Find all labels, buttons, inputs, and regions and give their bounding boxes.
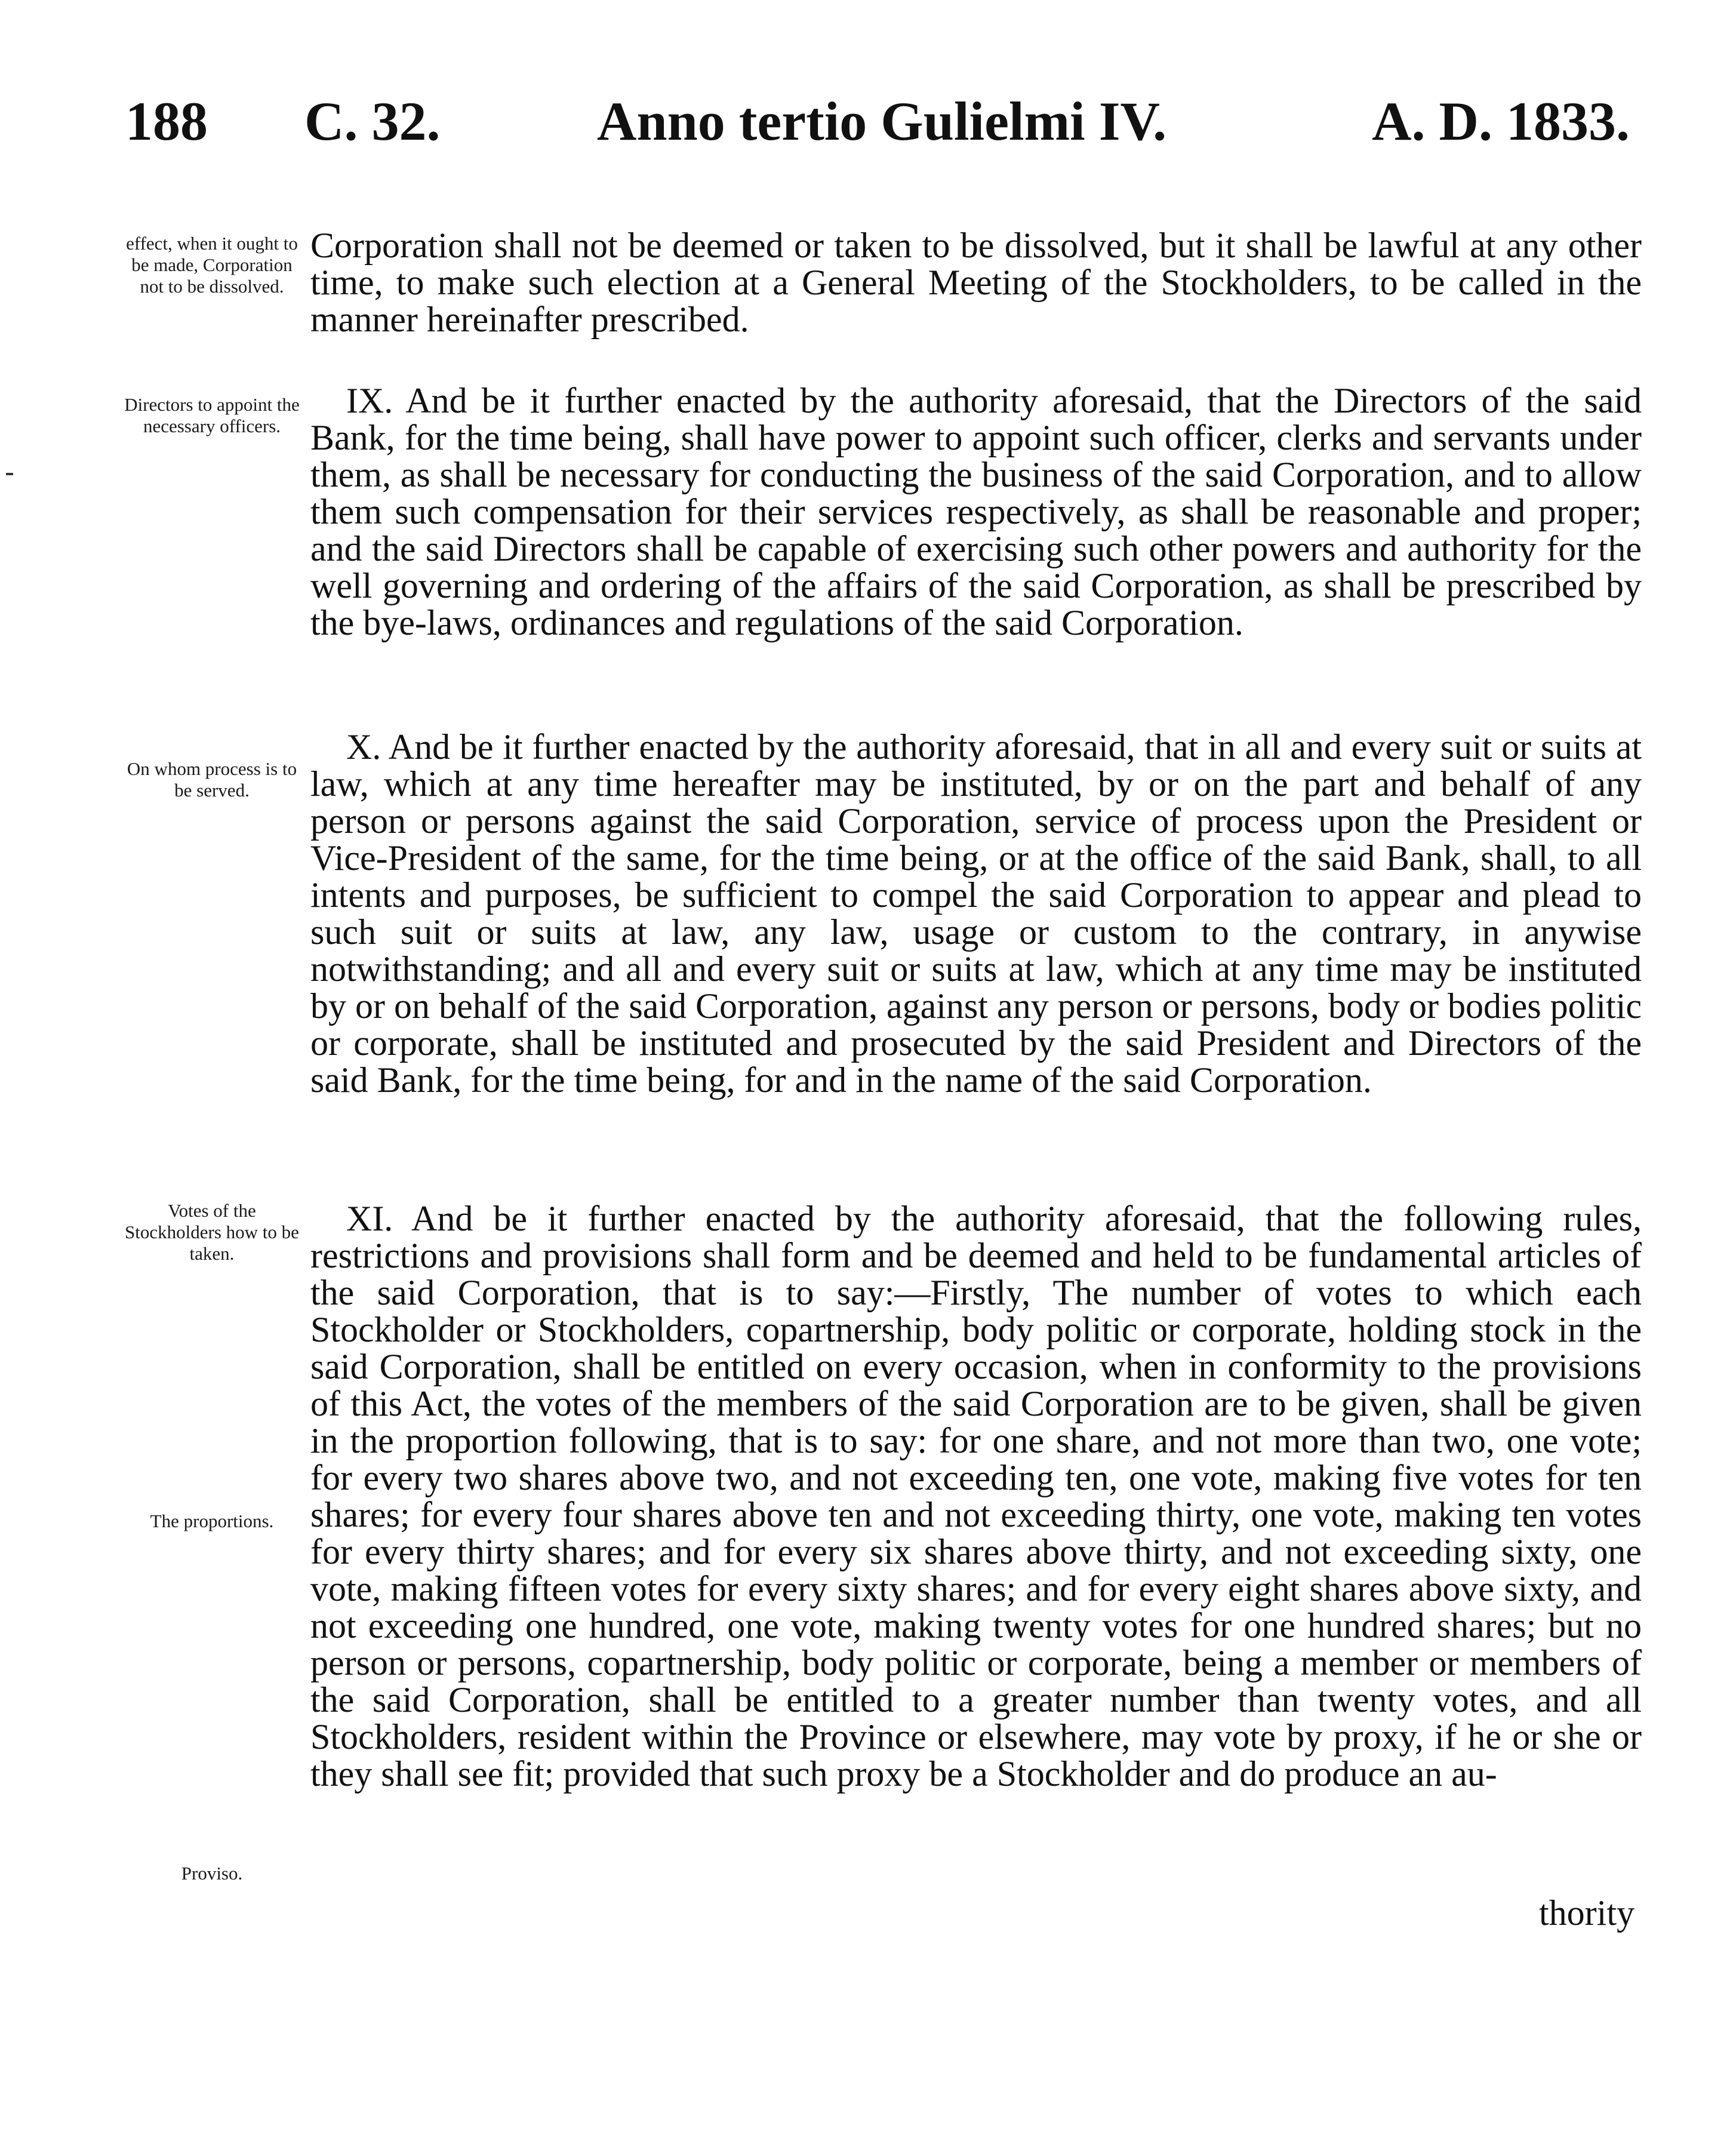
chapter-label: C. 32. [304, 91, 441, 152]
section-x-body: X. And be it further enacted by the authority aforesaid, that in all and every suit or suits at law, which at any time hereafter may be instituted, by or on the part and behalf of any person or persons against the said Corporation, service of process upon the President or Vice-President of the same, for the time being, or at the office of the said Bank, shall, to all intents and purposes, be sufficient to compel the said Corporation to appear and plead to such suit or suits at law, any law, usage or custom to the contrary, in anywise notwithstanding; and all and every suit or suits at law, which at any time may be instituted by or on behalf of the said Corporation, against any person or persons, body or bodies politic or corporate, shall be instituted and prosecuted by the said President and Directors of the said Bank, for the time being, for and in the name of the said Corporation. [310, 727, 1642, 1100]
catchword: thority [1539, 1893, 1635, 1933]
sidenote-process: On whom process is to be served. [127, 758, 297, 801]
sidenote-votes: Votes of the Stockholders how to be taken. [125, 1200, 299, 1264]
year-label: A. D. 1833. [1372, 91, 1630, 152]
margin-mark [6, 473, 13, 475]
sidenote-proportions: The proportions. [150, 1511, 274, 1531]
section-body-continuation: Corporation shall not be deemed or taken to be dissolved, but it shall be lawful at any other time, to make such election at a General Meeting of the Stockholders, to be called in the manner hereinafter prescribed. [310, 226, 1642, 339]
section-ix-body: IX. And be it further enacted by the authority aforesaid, that the Directors of the said Bank, for the time being, shall have power to appoint such officer, clerks and servants under them, as shall be necessary for conducting the business of the said Corporation, and to allow them such compensation for their services respectively, as shall be reasonable and proper; and the said Directors shall be capable of exercising such other powers and authority for the well governing and ordering of the affairs of the said Corporation, as shall be prescribed by the bye-laws, ordinances and regulations of the said Corporation. [310, 381, 1642, 642]
page-number: 188 [125, 91, 208, 152]
running-header [125, 90, 1630, 179]
section-xi-body: XI. And be it further enacted by the authority aforesaid, that the following rules, restrictions and provisions shall form and be deemed and held to be fundamental articles of the said Corporation, that is to say:—Firstly, The number of votes to which each Stockholder or Stockholders, copartnership, body politic or corporate, holding stock in the said Corporation, shall be entitled on every occasion, when in conformity to the provisions of this Act, the votes of the members of the said Corporation are to be given, shall be given in the proportion following, that is to say: for one share, and not more than two, one vote; for every two shares above two, and not exceeding ten, one vote, making five votes for ten shares; for every four shares above ten and not exceeding thirty, one vote, making ten votes for every thirty shares; and for every six shares above thirty, and not exceeding sixty, one vote, making fifteen votes for every sixty shares; and for every eight shares above sixty, and not exceeding one hundred, one vote, making twenty votes for one hundred shares; but no person or persons, copartnership, body politic or corporate, being a member or members of the said Corporation, shall be entitled to a greater number than twenty votes, and all Stockholders, resident within the Province or elsewhere, may vote by proxy, if he or she or they shall see fit; provided that such proxy be a Stockholder and do produce an au- [310, 1199, 1642, 1794]
sidenote-proviso: Proviso. [181, 1863, 243, 1884]
sidenote-dissolution: effect, when it ought to be made, Corporation not to be dissolved. [126, 233, 298, 297]
act-title: Anno tertio Gulielmi IV. [597, 91, 1167, 152]
sidenote-directors: Directors to appoint the necessary officers. [124, 394, 300, 436]
